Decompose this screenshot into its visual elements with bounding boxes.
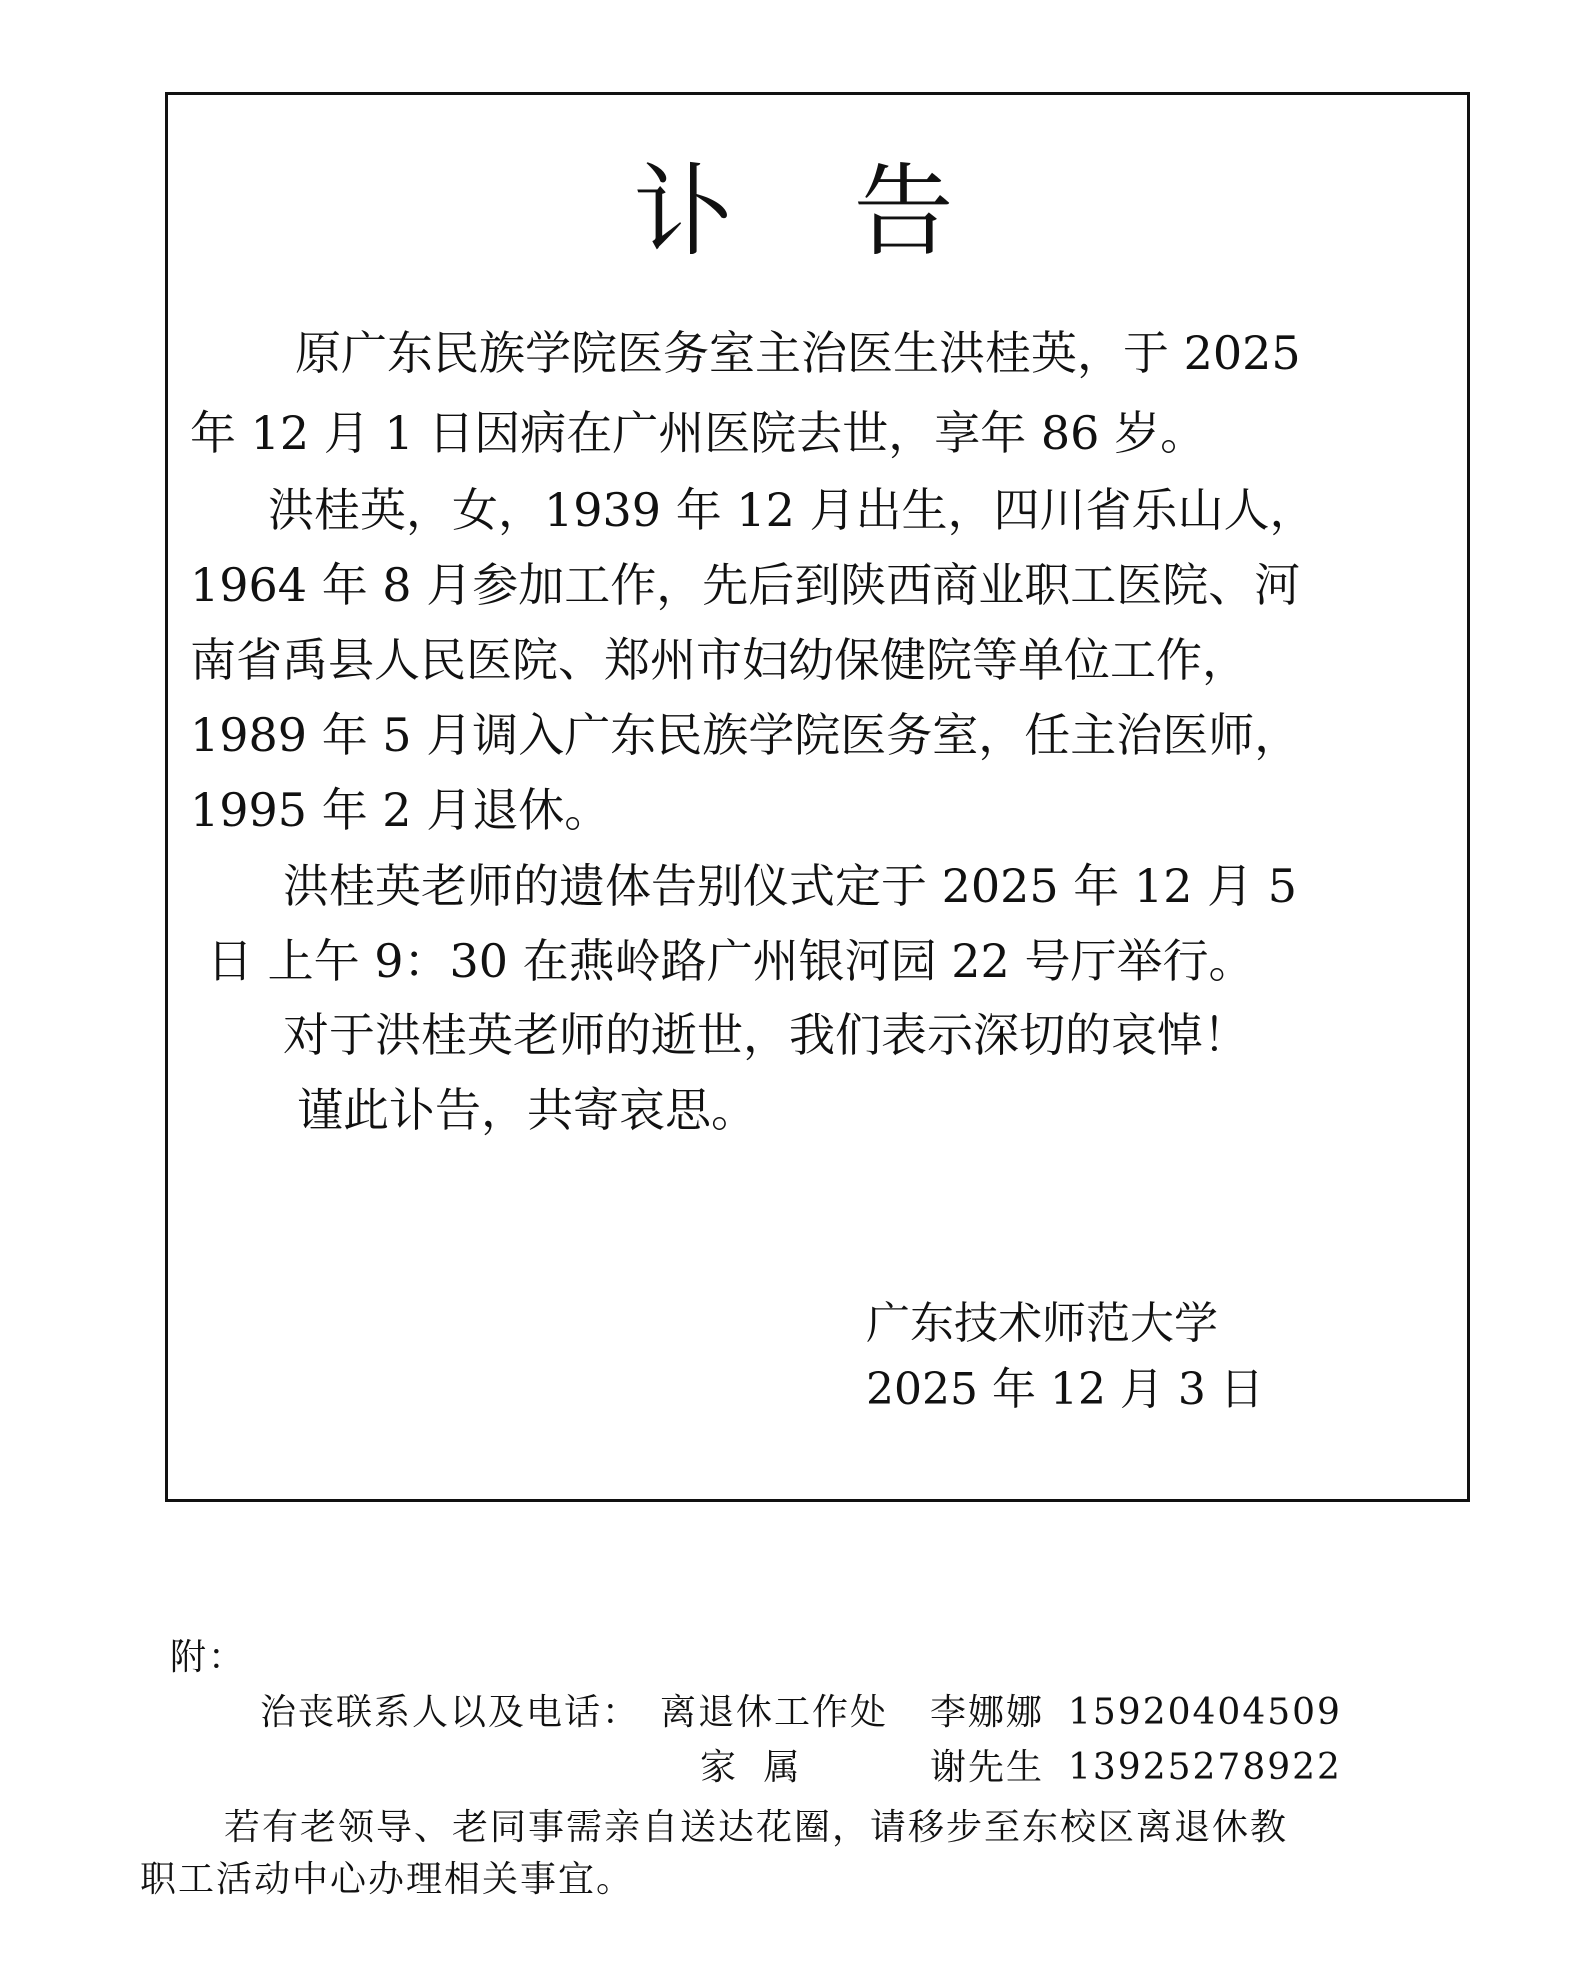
contact-label: 治丧联系人以及电话： [260,1692,641,1733]
contact-name: 李娜娜 [930,1692,1045,1733]
title-char-right: 告 [853,153,954,270]
wreath-note-line: 若有老领导、老同事需亲自送达花圈，请移步至东校区离退休教 [224,1807,1289,1848]
notice-paragraph-line: 洪桂英老师的遗体告别仪式定于 2025 年 12 月 5 [283,859,1297,913]
signature-date: 2025 年 12 月 3 日 [866,1364,1264,1415]
notice-paragraph-line: 对于洪桂英老师的逝世，我们表示深切的哀悼！ [283,1008,1249,1062]
contact-phone: 15920404509 [1068,1692,1342,1733]
notice-paragraph-line: 原广东民族学院医务室主治医生洪桂英，于 2025 [295,326,1301,380]
contact-phone: 13925278922 [1068,1747,1342,1788]
notice-paragraph-line: 日 上午 9：30 在燕岭路广州银河园 22 号厅举行。 [207,934,1255,988]
notice-paragraph-line: 1964 年 8 月参加工作，先后到陕西商业职工医院、河 [190,558,1301,612]
title-char-left: 讣 [633,153,734,270]
notice-paragraph-line: 谨此讣告，共寄哀思。 [297,1083,757,1137]
contact-name: 谢先生 [930,1747,1045,1788]
appendix-label: 附： [170,1637,247,1678]
notice-paragraph-line: 洪桂英，女，1939 年 12 月出生，四川省乐山人， [268,483,1316,537]
contact-role: 离退休工作处 [660,1692,889,1733]
contact-role: 家 属 [700,1747,808,1788]
notice-paragraph-line: 1989 年 5 月调入广东民族学院医务室，任主治医师， [190,708,1301,762]
notice-title [0,152,1587,272]
notice-paragraph-line: 1995 年 2 月退休。 [190,783,611,837]
signature-organization: 广东技术师范大学 [866,1298,1218,1349]
notice-paragraph-line: 南省禹县人民医院、郑州市妇幼保健院等单位工作， [190,633,1248,687]
notice-paragraph-line: 年 12 月 1 日因病在广州医院去世，享年 86 岁。 [190,406,1207,460]
wreath-note-line: 职工活动中心办理相关事宜。 [140,1859,635,1900]
